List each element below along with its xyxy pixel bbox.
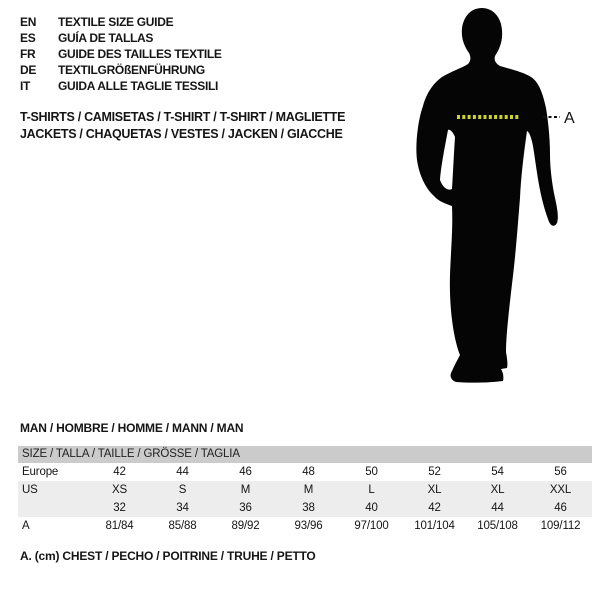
numeric-size-cell: 42 [428, 502, 441, 514]
europe-size-cell: 42 [113, 466, 126, 478]
measure-label-a: A [564, 110, 575, 127]
row-label-us: US [22, 484, 38, 496]
europe-size-cell: 44 [176, 466, 189, 478]
chest-range-cell: 109/112 [540, 520, 581, 532]
chest-range-cell: 89/92 [231, 520, 260, 532]
chest-range-cell: 93/96 [294, 520, 323, 532]
row-label-europe: Europe [22, 466, 59, 478]
chest-range-cell: 81/84 [105, 520, 134, 532]
numeric-size-cell: 38 [302, 502, 315, 514]
chest-range-cell: 85/88 [168, 520, 197, 532]
numeric-size-cell: 32 [113, 502, 126, 514]
numeric-size-cell: 44 [491, 502, 504, 514]
lang-label-it: GUIDA ALLE TAGLIE TESSILI [58, 79, 219, 93]
chest-range-cell: 97/100 [354, 520, 389, 532]
lang-label-fr: GUIDE DES TAILLES TEXTILE [58, 47, 222, 61]
us-size-cell: M [303, 484, 314, 496]
lang-row-es [20, 30, 222, 46]
size-table [18, 446, 592, 535]
europe-size-cell: 48 [302, 466, 315, 478]
europe-size-cell: 54 [491, 466, 504, 478]
lang-row-en [20, 14, 222, 30]
lang-row-fr [20, 46, 222, 62]
numeric-size-cell: 40 [365, 502, 378, 514]
category-tshirts: T-SHIRTS / CAMISETAS / T-SHIRT / T-SHIRT / MAGLIETTE [20, 110, 346, 124]
numeric-size-cell: 34 [176, 502, 189, 514]
lang-label-es: GUÍA DE TALLAS [58, 31, 154, 45]
man-silhouette [416, 8, 557, 383]
lang-row-it [20, 78, 222, 94]
table-row-europe [18, 463, 592, 481]
row-label-a: A [22, 520, 30, 532]
garment-categories [20, 109, 345, 143]
us-size-cell: XL [490, 484, 505, 496]
lang-code-es: ES [20, 31, 36, 45]
europe-size-cell: 56 [554, 466, 567, 478]
lang-label-en: TEXTILE SIZE GUIDE [58, 15, 174, 29]
lang-row-de [20, 62, 222, 78]
size-table-header: SIZE / TALLA / TAILLE / GRÖSSE / TAGLIA [18, 446, 592, 463]
lang-code-it: IT [20, 79, 31, 93]
us-size-cell: M [240, 484, 251, 496]
chest-range-cell: 101/104 [414, 520, 455, 532]
us-size-cell: XL [427, 484, 442, 496]
table-row-numeric-size [18, 499, 592, 517]
numeric-size-cell: 36 [239, 502, 252, 514]
us-size-cell: S [178, 484, 187, 496]
table-row-chest-a [18, 517, 592, 535]
europe-size-cell: 46 [239, 466, 252, 478]
measurement-footnote: A. (cm) CHEST / PECHO / POITRINE / TRUHE / PETTO [20, 549, 316, 563]
language-list [20, 14, 222, 94]
lang-code-de: DE [20, 63, 37, 77]
us-size-cell: XS [111, 484, 128, 496]
table-row-us [18, 481, 592, 499]
section-title-man: MAN / HOMBRE / HOMME / MANN / MAN [20, 421, 244, 435]
lang-label-de: TEXTILGRÖßENFÜHRUNG [58, 63, 205, 77]
lang-code-fr: FR [20, 47, 36, 61]
lang-code-en: EN [20, 15, 37, 29]
chest-range-cell: 105/108 [477, 520, 518, 532]
us-size-cell: XXL [549, 484, 572, 496]
man-silhouette-figure [390, 0, 600, 420]
europe-size-cell: 50 [365, 466, 378, 478]
numeric-size-cell: 46 [554, 502, 567, 514]
category-jackets: JACKETS / CHAQUETAS / VESTES / JACKEN / GIACCHE [20, 127, 343, 141]
europe-size-cell: 52 [428, 466, 441, 478]
us-size-cell: L [368, 484, 375, 496]
